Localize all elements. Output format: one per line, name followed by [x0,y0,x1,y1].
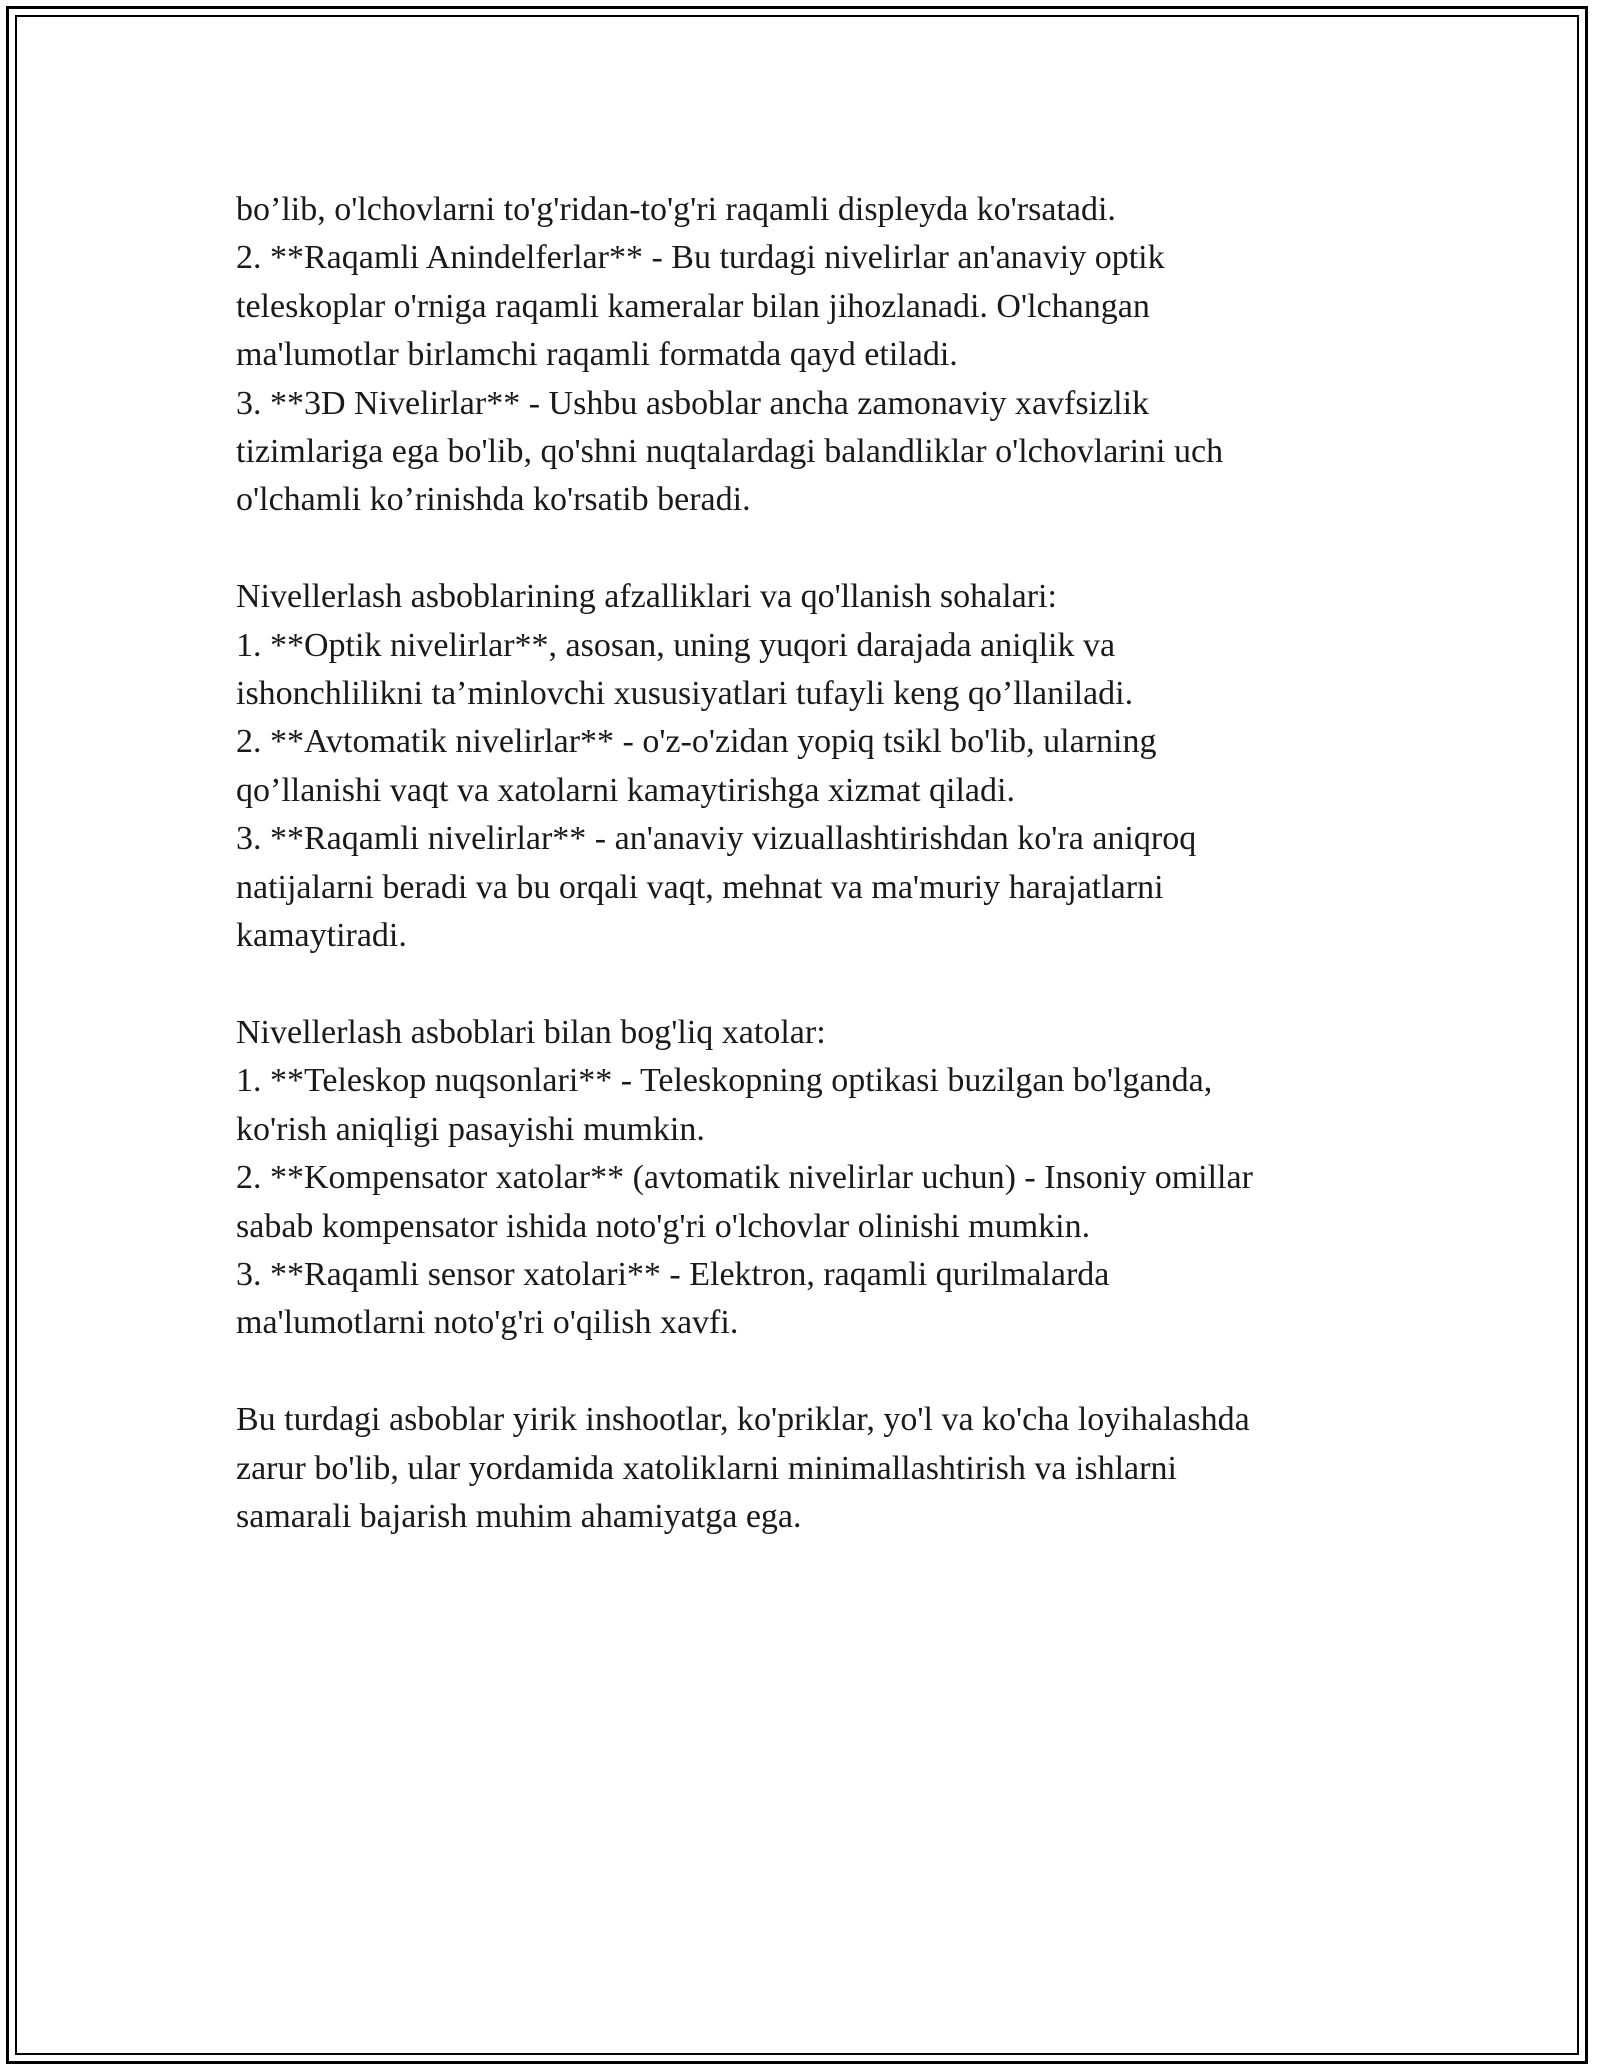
text-line: 1. **Optik nivelirlar**, asosan, uning yuqori darajada aniqlik va [236,626,1116,664]
paragraph-spacer [236,960,1366,1008]
text-line: ko'rish aniqligi pasayishi mumkin. [236,1110,705,1148]
paragraph-advantages [236,573,1366,960]
text-line: Nivellerlash asboblari bilan bog'liq xatolar: [236,1013,826,1051]
text-line: 2. **Raqamli Anindelferlar** - Bu turdagi nivelirlar an'anaviy optik [236,239,1165,277]
text-line: bo’lib, o'lchovlarni to'g'ridan-to'g'ri raqamli displeyda ko'rsatadi. [236,191,1116,228]
text-line: ishonchlilikni ta’minlovchi xususiyatlari tufayli keng qo’llaniladi. [236,675,1134,713]
text-line: samarali bajarish muhim ahamiyatga ega. [236,1497,802,1535]
text-line: qo’llanishi vaqt va xatolarni kamaytirishga xizmat qiladi. [236,771,1015,809]
text-line: tizimlariga ega bo'lib, qo'shni nuqtalardagi balandliklar o'lchovlarini uch [236,433,1224,471]
text-line: sabab kompensator ishida noto'g'ri o'lchovlar olinishi mumkin. [236,1207,1091,1245]
text-line: ma'lumotlarni noto'g'ri o'qilish xavfi. [236,1304,739,1342]
paragraph-digital-levels [236,186,1366,525]
paragraph-errors [236,1009,1366,1348]
text-line: 2. **Kompensator xatolar** (avtomatik nivelirlar uchun) - Insoniy omillar [236,1159,1253,1197]
text-line: 3. **3D Nivelirlar** - Ushbu asboblar ancha zamonaviy xavfsizlik [236,384,1150,422]
text-line: 3. **Raqamli sensor xatolari** - Elektron, raqamli qurilmalarda [236,1255,1110,1293]
paragraph-spacer [236,525,1366,573]
text-line: zarur bo'lib, ular yordamida xatoliklarni minimallashtirish va ishlarni [236,1449,1177,1487]
text-line: 2. **Avtomatik nivelirlar** - o'z-o'zidan yopiq tsikl bo'lib, ularning [236,723,1157,761]
text-line: Bu turdagi asboblar yirik inshootlar, ko'priklar, yo'l va ko'cha loyihalashda [236,1401,1250,1439]
text-line: kamaytiradi. [236,917,407,955]
text-line: 1. **Teleskop nuqsonlari** - Teleskopning optikasi buzilgan bo'lganda, [236,1062,1213,1100]
text-line: 3. **Raqamli nivelirlar** - an'anaviy vizuallashtirishdan ko'ra aniqroq [236,820,1197,858]
paragraph-conclusion [236,1396,1366,1541]
text-line: ma'lumotlar birlamchi raqamli formatda qayd etiladi. [236,336,958,374]
text-line: natijalarni beradi va bu orqali vaqt, mehnat va ma'muriy harajatlarni [236,868,1164,906]
document-body [236,186,1366,1541]
paragraph-spacer [236,1348,1366,1396]
text-line: teleskoplar o'rniga raqamli kameralar bilan jihozlanadi. O'lchangan [236,287,1150,325]
text-line: Nivellerlash asboblarining afzalliklari va qo'llanish sohalari: [236,578,1057,616]
text-line: o'lchamli ko’rinishda ko'rsatib beradi. [236,481,751,519]
